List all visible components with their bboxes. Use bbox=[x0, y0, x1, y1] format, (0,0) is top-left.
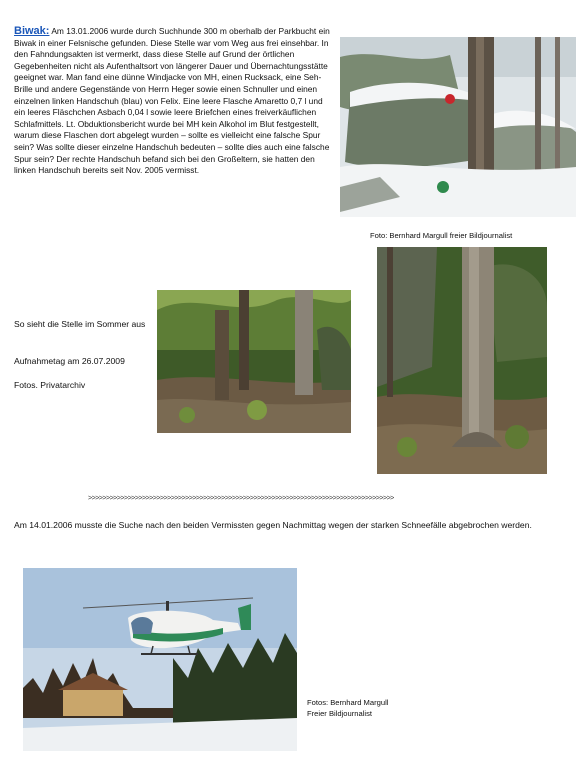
caption-top-photo: Foto: Bernhard Margull freier Bildjournalist bbox=[370, 231, 513, 240]
search-end-paragraph: Am 14.01.2006 musste die Suche nach den beiden Vermissten gegen Nachmittag wegen der starken Schneefälle abgebrochen werden. bbox=[14, 520, 532, 530]
separator-arrows: >>>>>>>>>>>>>>>>>>>>>>>>>>>>>>>>>>>>>>>>>>>>>>>>>>>>>>>>>>>>>>>>>>>>>>>>>>>>>>>>>>>>> bbox=[88, 493, 394, 502]
summer-caption: So sieht die Stelle im Sommer aus bbox=[14, 319, 146, 329]
intro-paragraph bbox=[14, 26, 332, 177]
caption-heli-line1: Fotos: Bernhard Margull bbox=[307, 698, 389, 707]
photo-source: Fotos. Privatarchiv bbox=[14, 380, 86, 390]
photo-summer-forest bbox=[157, 290, 351, 433]
photo-tree-trunk bbox=[377, 247, 547, 474]
photo-helicopter bbox=[23, 568, 297, 751]
photo-snow-rock-niche bbox=[340, 37, 576, 217]
intro-text: Am 13.01.2006 wurde durch Suchhunde 300 m oberhalb der Parkbucht ein Biwak in einer Felsnische gefunden. Diese Stelle war vom Weg aus frei einsehbar. In den Fahndungsakten ist vermerkt, dass diese Stelle auf Grund der örtlichen Gegebenheiten nicht als Aufenthaltsort von längerer Dauer und Übernachtungsstätte geeignet war. Man fand eine dünne Windjacke von MH, einen Rucksack, eine Seh-Brille und andere Gegenstände von Herrn Heger sowie einen Schnuller und einen einzelnen linken Handschuh (blau) von Felix. Eine leere Flasche Amaretto 0,7 l und ein leeres Fläschchen Asbach 0,04 l sowie leere Briefchen eines freiverkäuflichen Schlafmittels. Lt. Obduktionsbericht wurde bei MH kein Alkohol im Blut festgestellt, warum diese Flaschen dort abgelegt wurden – sollte es vielleicht eine falsche Spur sein? Was sollte dieser einzelne Handschuh bedeuten – sollte dies auch eine falsche Spur sein? Der rechte Handschuh befand sich bei den Großeltern, sie hatten den linken Handschuh bereits seit Nov. 2005 vermisst. bbox=[14, 26, 330, 176]
caption-heli-line2: Freier Bildjournalist bbox=[307, 709, 372, 718]
photo-date: Aufnahmetag am 26.07.2009 bbox=[14, 356, 125, 366]
biwak-keyword: Biwak: bbox=[14, 25, 50, 37]
